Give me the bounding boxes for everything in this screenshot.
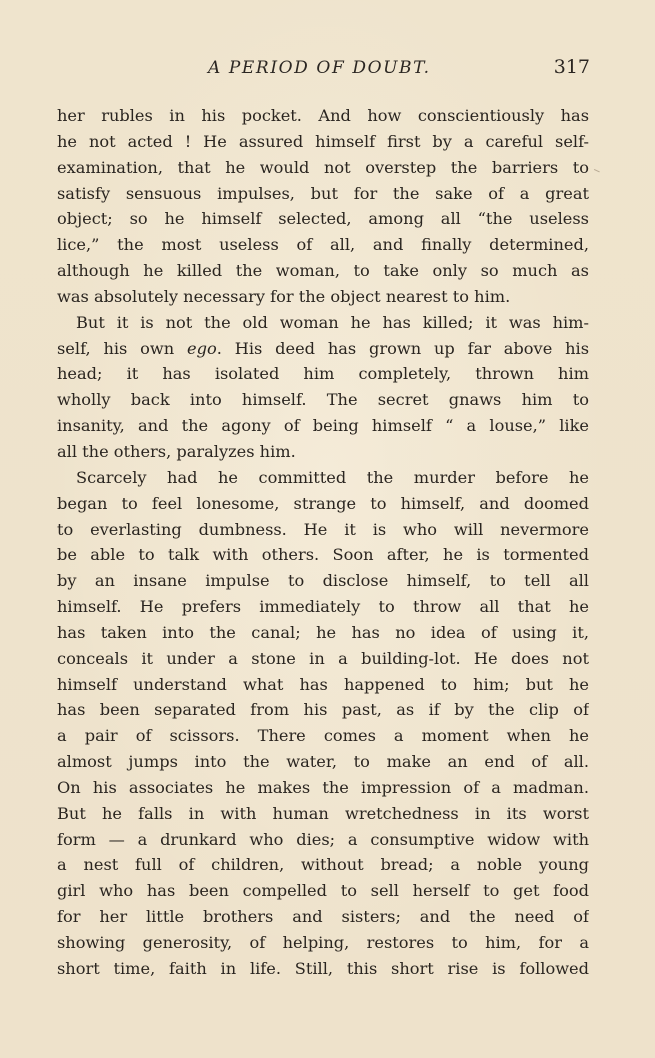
page-number: 317	[553, 56, 590, 78]
text-line: himself understand what has happened to him; but he	[57, 674, 589, 694]
text-line: satisfy sensuous impulses, but for the sake of a great	[57, 183, 589, 203]
text-line: he not acted ! He assured himself first by a careful self-	[57, 131, 589, 151]
text-line: for her little brothers and sisters; and the need of	[57, 907, 589, 927]
text-line: head; it has isolated him completely, thrown him	[57, 364, 589, 384]
text-line: wholly back into himself. The secret gnaws him to	[57, 390, 589, 410]
text-line: self, his own ego. His deed has grown up far above his	[57, 338, 589, 358]
text-line: a pair of scissors. There comes a moment when he	[57, 726, 589, 746]
page-header	[60, 56, 590, 82]
paper-mark	[592, 169, 600, 176]
text-line: to everlasting dumbness. He it is who will nevermore	[57, 519, 589, 539]
text-line: short time, faith in life. Still, this short rise is followed	[57, 958, 589, 978]
running-head: A PERIOD OF DOUBT.	[208, 58, 431, 78]
text-line: But it is not the old woman he has killed; it was him-	[76, 312, 589, 332]
emphasis-ego: ego	[187, 338, 217, 358]
text-line: although he killed the woman, to take only so much as	[57, 261, 589, 281]
text-line: be able to talk with others. Soon after, he is tormented	[57, 545, 589, 565]
text-line: On his associates he makes the impression of a madman.	[57, 777, 589, 797]
text-line: conceals it under a stone in a building-lot. He does not	[57, 648, 589, 668]
text-line: form — a drunkard who dies; a consumptive widow with	[57, 829, 589, 849]
text-line: examination, that he would not overstep the barriers to	[57, 157, 589, 177]
text-line: showing generosity, of helping, restores to him, for a	[57, 933, 589, 952]
text-line: lice,” the most useless of all, and finally determined,	[57, 235, 589, 255]
text-line: Scarcely had he committed the murder before he	[76, 467, 589, 487]
text-line: object; so he himself selected, among all “the useless	[57, 209, 589, 229]
text-line: almost jumps into the water, to make an end of all.	[57, 752, 589, 772]
text-line: himself. He prefers immediately to throw all that he	[57, 597, 589, 617]
text-line: has been separated from his past, as if by the clip of	[57, 700, 589, 720]
text-line: But he falls in with human wretchedness in its worst	[57, 803, 589, 823]
text-line: was absolutely necessary for the object nearest to him.	[57, 286, 511, 306]
text-line: insanity, and the agony of being himself “ a louse,” like	[57, 416, 589, 436]
text-line: all the others, paralyzes him.	[57, 441, 296, 461]
text-line: by an insane impulse to disclose himself, to tell all	[57, 571, 589, 591]
text-line: began to feel lonesome, strange to himself, and doomed	[57, 493, 589, 513]
body-text	[57, 103, 589, 982]
text-line: girl who has been compelled to sell herself to get food	[57, 881, 589, 901]
text-line: a nest full of children, without bread; a noble young	[57, 855, 589, 875]
text-line: has taken into the canal; he has no idea of using it,	[57, 622, 589, 642]
text-line: her rubles in his pocket. And how conscientiously has	[57, 106, 589, 125]
